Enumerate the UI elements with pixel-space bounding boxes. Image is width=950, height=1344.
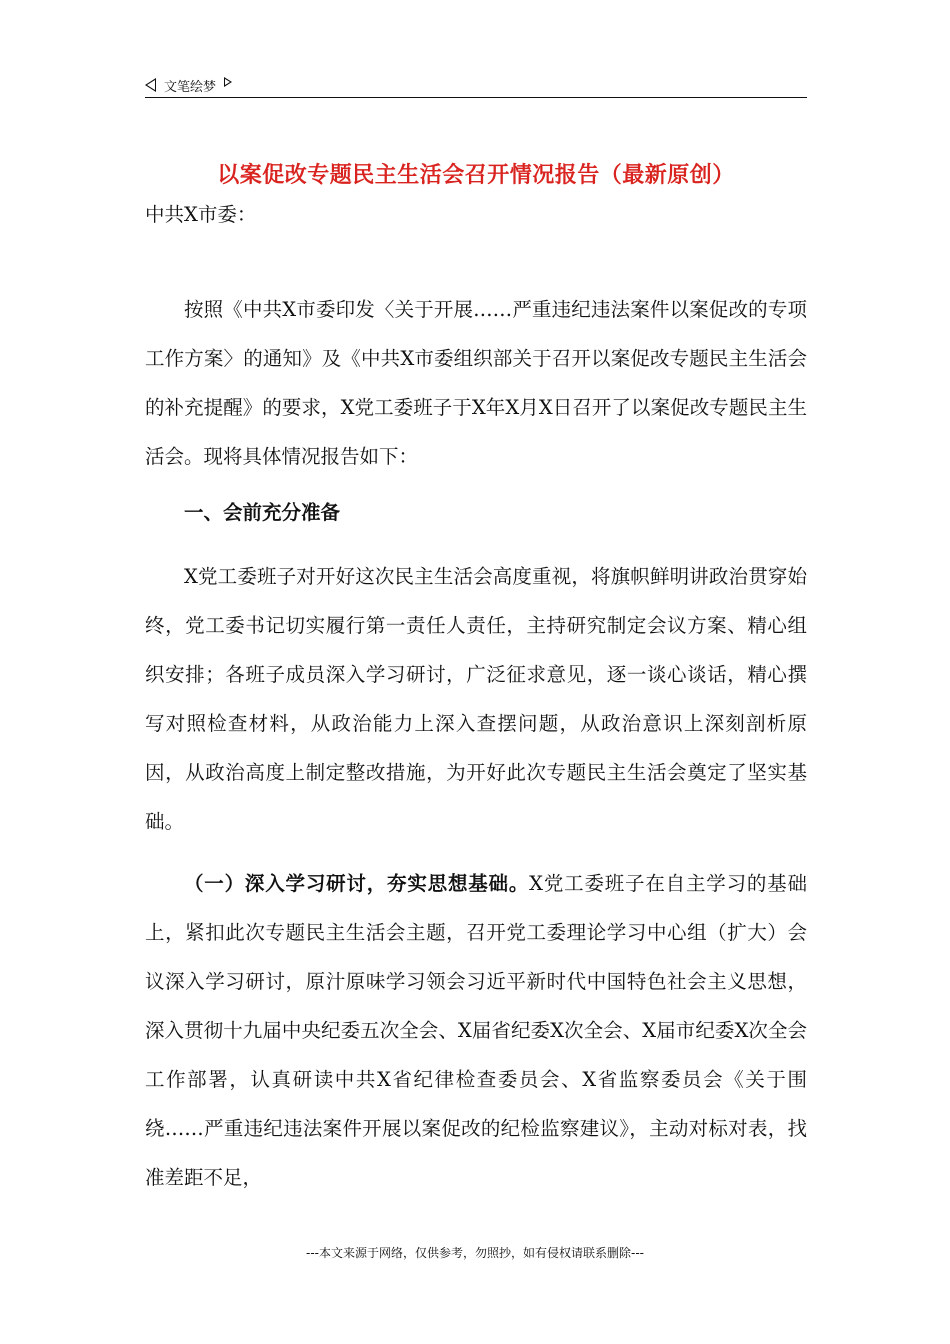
subsection-lead: （一）深入学习研讨，夯实思想基础。 (184, 872, 530, 895)
paragraph-intro: 按照《中共X市委印发〈关于开展……严重违纪违法案件以案促改的专项工作方案〉的通知》及《中共X市委组织部关于召开以案促改专题民主生活会的补充提醒》的要求，X党工委班子于X年X月X日召开了以案促改专题民主生活会。现将具体情况报告如下： (145, 298, 807, 468)
section-heading-1: 一、会前充分准备 (184, 501, 341, 524)
header-divider (145, 97, 807, 98)
triangle-right-icon (224, 77, 232, 87)
document-title: 以案促改专题民主生活会召开情况报告（最新原创） (217, 163, 735, 188)
paragraph-study (145, 859, 807, 1202)
paragraph-preparation: X党工委班子对开好这次民主生活会高度重视，将旗帜鲜明讲政治贯穿始终，党工委书记切实履行第一责任人责任，主持研究制定会议方案、精心组织安排；各班子成员深入学习研讨，广泛征求意见，逐一谈心谈话，精心撰写对照检查材料，从政治能力上深入查摆问题，从政治意识上深刻剖析原因，从政治高度上制定整改措施，为开好此次专题民主生活会奠定了坚实基础。 (145, 565, 807, 833)
subsection-body: X党工委班子在自主学习的基础上，紧扣此次专题民主生活会主题，召开党工委理论学习中心组（扩大）会议深入学习研讨，原汁原味学习领会习近平新时代中国特色社会主义思想，深入贯彻十九届中央纪委五次全会、X届省纪委X次全会、X届市纪委X次全会工作部署，认真研读中共X省纪律检查委员会、X省监察委员会《关于围绕……严重违纪违法案件开展以案促改的纪检监察建议》，主动对标对表，找准差距不足， (145, 872, 807, 1189)
brand-name: 文笔绘梦 (164, 79, 217, 95)
page-header (145, 72, 807, 98)
footer-notice: ---本文来源于网络，仅供参考，勿照抄，如有侵权请联系删除--- (306, 1246, 644, 1260)
salutation: 中共X市委： (145, 203, 257, 226)
triangle-left-icon (145, 78, 156, 92)
